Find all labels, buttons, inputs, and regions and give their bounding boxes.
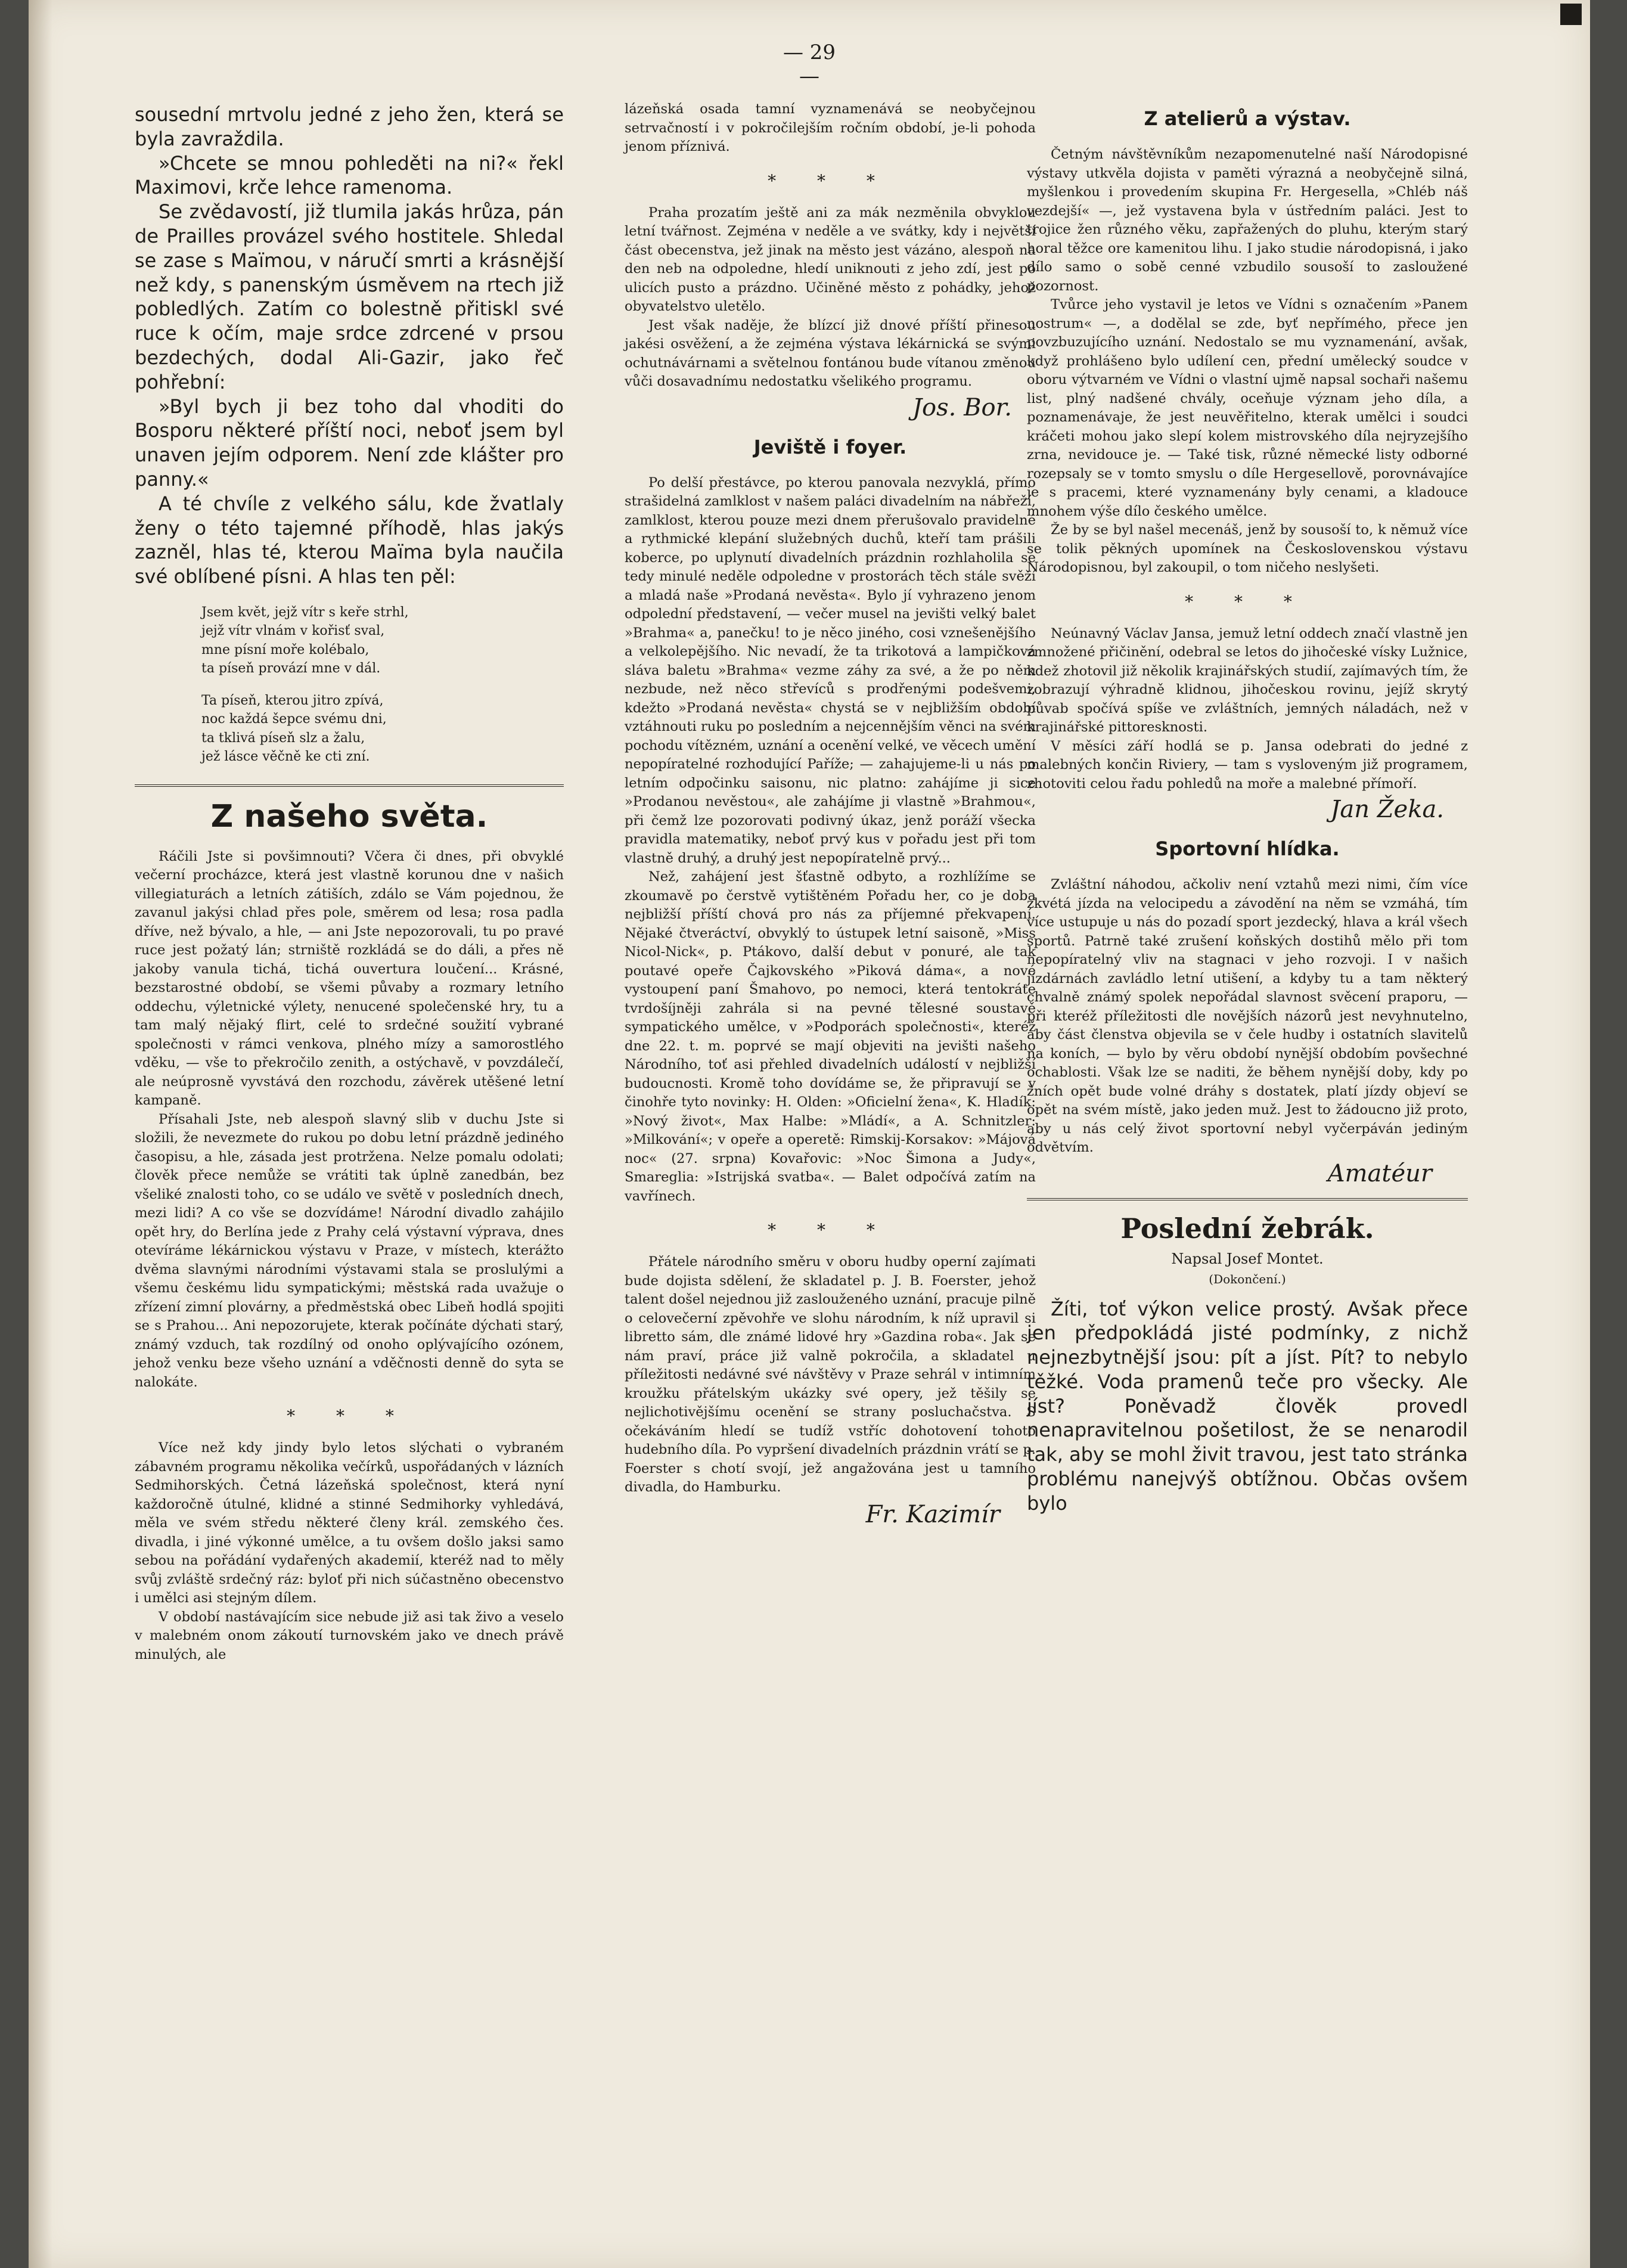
paragraph: V měsíci září hodlá se p. Jansa odebrati do jedné z malebných končin Riviery, — tam s vysloveným již programem, zhotoviti celou řadu pohledů na moře a malebné přímoří. — [1027, 738, 1468, 792]
paragraph: »Byl bych ji bez toho dal vhoditi do Bosporu některé příští noci, neboť jsem byl unaven jejím odporem. Není zde klášter pro panny.« — [135, 395, 564, 491]
signature: Fr. Kazimír — [865, 1500, 1000, 1528]
poem-line: mne písní moře kolébalo, — [201, 642, 370, 657]
signature: Jos. Bor. — [912, 393, 1012, 421]
column-1 — [135, 103, 564, 1664]
paragraph: »Chcete se mnou pohleděti na ni?« řekl Maximovi, krče lehce ramenoma. — [135, 151, 564, 199]
signature: Jan Žeka. — [1330, 796, 1444, 823]
paragraph: Se zvědavostí, již tlumila jakás hrůza, pán de Prailles provázel svého hostitele. Shledal se zase s Maïmou, v náručí smrti a krásnější než kdy, s panenským úsměvem na rtech již pobledlých. Zatím co bolestně přitiskl své ruce k očím, maje srdce zdrcené v prsou bezdechých, dodal Ali-Gazir, jako řeč pohřební: — [135, 200, 564, 393]
story-continuation — [135, 103, 564, 589]
article-body — [1027, 876, 1468, 1158]
article-body — [1027, 625, 1468, 794]
poem-line: noc každá šepce svému dni, — [201, 712, 387, 727]
paragraph: Jest však naděje, že blízcí již dnové příští přinesou jakési osvěžení, a že zejména výstava lékárnická se svými ochutnávárnami a světelnou fontánou bude vítanou změnou vůči dosavadnímu nedostatku všelikého programu. — [625, 317, 1036, 389]
paragraph: Přísahali Jste, neb alespoň slavný slib v duchu Jste si složili, že nevezmete do rukou po dobu letní prázdně jediného časopisu, a hle, zásada jest protržena. Nelze pomalu odolati; člověk přece nemůže se vrátiti tak úplně zanedbán, bez všeliké znalosti toho, co se událo ve světě v posledních dnech, mezi lidi? A co vše se dozvídáme! Národní divadlo zahájilo opět hry, do Berlína jede z Prahy celá výstavní výprava, dnes otevíráme lékárnickou výstavu v Praze, v místech, kterážto dvěma slavnými národními výstavami stala se proslulými a všemu českému lidu sympatickými; městská rada uvažuje o zřízení zimní plovárny, a předměstská obec Libeň hodlá spojiti se s Prahou... Ani nepozorujete, kterak počínáte dýchati starý, známý vzduch, tak rozdílný od onoho oplývajícího ozónem, jehož venku beze všeho uznání a vděčnosti denně do syta se nalokáte. — [135, 1111, 564, 1390]
signature-block — [625, 394, 1012, 421]
paragraph: sousední mrtvolu jedné z jeho žen, která se byla zavraždila. — [135, 103, 564, 150]
section-stars: * * * — [287, 1406, 412, 1426]
article-body — [625, 1253, 1036, 1497]
signature-block — [1027, 1160, 1432, 1187]
signature-block — [1027, 796, 1444, 823]
paragraph: Četným návštěvníkům nezapomenutelné naší Národopisné výstavy utkvěla dojista v paměti výrazná a neobyčejně silná, myšlenkou i provedením skupina Fr. Hergesella, »Chléb náš vezdejší« —, jež vystavena byla v ústředním paláci. Jest to trojice žen různého věku, zapřažených do pluhu, kterým starý horal těžce ore kamenitou lihu. I jako studie národopisná, i jako dílo samo o sobě cenné vzbudilo sousoší to zasloužené pozornost. — [1027, 147, 1468, 294]
poem-line: jež lásce věčně ke cti zní. — [201, 749, 370, 765]
section-heading: Z našeho světa. — [210, 798, 488, 834]
poem-line: Jsem květ, jejž vítr s keře strhl, — [201, 604, 409, 620]
paragraph: Více než kdy jindy bylo letos slýchati o vybraném zábavném programu několika večírků, uspořádaných v lázních Sedmihorských. Četná lázeňská společnost, která nyní každoročně útulné, klidné a stinné Sedmihorky vyhledává, měla ve svém středu některé členy král. zemského čes. divadla, i jiné výkonné umělce, a tu ovšem došlo jaksi samo sebou na pořádání vydařených akademií, kteréž nad to měly svůj zvláště srdečný ráz: byloť při nich súčastněno obecenstvo i umělci asi stejným dílem. — [135, 1440, 564, 1606]
article-body — [135, 848, 564, 1392]
signature-block — [625, 1501, 1000, 1528]
article-body — [625, 204, 1036, 392]
byline: Napsal Josef Montet. — [1171, 1250, 1324, 1267]
signature: Amatéur — [1327, 1159, 1432, 1187]
section-heading: Z atelierů a výstav. — [1144, 107, 1351, 130]
page-number: — 29 — — [783, 41, 836, 88]
paragraph: Neúnavný Václav Jansa, jemuž letní oddech značí vlastně jen zmnožené přičinění, odebral se letos do jihočeské vísky Lužnice, kdež zhotovil již několik krajinářských studií, zajímavých tím, že zobrazují výhradně klidnou, jihočeskou rovinu, jejíž skrytý půvab spočívá spíše ve zvláštních, jemných náladách, než v krajinářské pittoresknosti. — [1027, 625, 1468, 735]
binding-shadow — [29, 0, 52, 2268]
column-3 — [1027, 107, 1468, 1516]
section-stars: * * * — [768, 170, 893, 191]
paragraph: Že by se byl našel mecenáš, jenž by sousoší to, k němuž více se tolik pěkných upomínek na Československou výstavu Národopisnou, byl zakoupil, o tom ničeho neslyšeti. — [1027, 522, 1468, 575]
story-title: Poslední žebrák. — [1120, 1212, 1374, 1245]
paragraph: Přátele národního směru v oboru hudby operní zajímati bude dojista sdělení, že skladatel p. J. B. Foerster, jehož talent došel nejednou již zaslouženého uznání, pracuje pilně o celovečerní zpěvohře ve slohu národním, k níž upravil si libretto sám, dle známé lidové hry »Gazdina roba«. Jak se nám praví, práce již valně pokročila, a skladatel u příležitosti nedávné své návštěvy v Praze sehrál v intimním kroužku přátelským ukázky své opery, jež těšily se nejlichotivějšímu ocenění se strany posluchačstva. S očekáváním hledí se tudíž vstříc dohotovení tohoto hudebního díla. Po vypršení divadelních prázdnin vrátí se p. Foerster s chotí svojí, jež angažována jest u tamního divadla, do Hamburku. — [625, 1254, 1036, 1495]
paragraph: Ráčili Jste si povšimnouti? Včera či dnes, při obvyklé večerní procházce, která jest vlastně korunou dne v našich villegiaturách a letních zátiších, zdálo se Vám pojednou, že zavanul jakýsi chlad přes pole, směrem od lesa; rosa padla dříve, než bývalo, a hle, — ani Jste nepozorovali, tu po pravé ruce jest požatý lán; strniště rozkládá se do dáli, a přes ně jakoby vanula tichá, tichá ouvertura loučení... Krásné, bezstarostné období, se všemi půvaby a rozmary letního oddechu, výletnické výlety, nenucené společenské hry, tu a tam malý nějaký flirt, celé to srdečné soužití vybrané společnosti v rámci venkova, plného mízy a samorostlého vděku, — vše to překročilo zenith, a ostýchavě, v povzdálečí, ale neúprosně vyvstává den rozchodu, závěrek utěšené letní kampaně. — [135, 848, 564, 1109]
paragraph: Tvůrce jeho vystavil je letos ve Vídni s označením »Panem nostrum« —, a dodělal se zde, byť nepřímého, přece jen povzbuzujícího uznání. Nedostalo se mu vyznamenání, avšak, když prohlášeno bylo udílení cen, přední umělecký soudce v oboru výtvarném ve Vídni o vlastní ujmě napsal sochaři našemu list, plný nadšené chvály, oceňuje význam jeho díla, a poznamenávaje, že jest neuvěřitelno, kterak umělci i soudci kráčeti mohou jako slepí kolem mistrovského díla nejryzejšího zrna, nevidouce je. — Také tisk, různé německé listy odborné rozepsaly se v tomto smyslu o díle Hergesellově, porovnávajíce je s pracemi, které vyznamenány byly cenami, a kladouce mnohem výše dílo českého umělce. — [1027, 297, 1468, 519]
paragraph: Po delší přestávce, po kterou panovala nezvyklá, přímo strašidelná zamlklost v našem paláci divadelním na nábřeží, zamlklost, kterou pouze mezi dnem přerušovalo pravidelné a rythmické klepání služebných duchů, kteří tam prášili koberce, po uplynutí divadelních prázdnin rozhlaholila se tedy minulé neděle odpoledne v prostorách těch stále svěží a mladá naše »Prodaná nevěsta«. Bylo jí vyhrazeno jenom odpolední představení, — večer musel na jevišti velký balet »Brahma« a, panečku! to je něco jiného, cosi vznešenějšího a velkolepějšího. Nic nevadí, že ta trikotová a lampičková sláva baletu »Brahma« vezme záhy za své, a že po něm nezbude, než něco střevíců s prodřenými podešvemi, kdežto »Prodaná nevěsta« chystá se v nejbližším období vztáhnouti ruku po posledním a nejcennějším věnci na svém pochodu vítězném, uznání a ocenění velké, ve věcech umění nepopíratelné rozhodující Paříže; — zahajujeme-li u nás po letním odpočinku saisonu, nic platno: zahájíme ji sice »Prodanou nevěstou«, ale zahájíme ji vlastně »Brahmou«, při čemž lze pozorovati podivný úkaz, jenž poráží všecka pravidla matematiky, neboť prvý kus v pořadu jest při tom vlastně druhý, a druhý jest nepopíratelně prvý... — [625, 474, 1036, 866]
section-stars: * * * — [1185, 591, 1310, 612]
poem-line: Ta píseň, kterou jitro zpívá, — [201, 693, 384, 708]
column-2 — [625, 100, 1036, 1528]
section-divider — [1027, 1198, 1468, 1200]
poem-line: ta tklivá píseň slz a žalu, — [201, 730, 365, 746]
article-body — [625, 100, 1036, 157]
newspaper-page — [29, 0, 1590, 2268]
article-body — [625, 474, 1036, 1206]
paragraph: Než, zahájení jest šťastně odbyto, a rozhlížíme se zkoumavě po čerstvě vytištěném Pořadu her, co je doba nejbližší příští chová pro nás za příjemné překvapení. Nějaké čtveráctví, obvyklý to ústupek letní saisoně, »Miss Nicol-Nick«, p. Ptákovo, další debut v ponuré, ale tak poutavé opeře Čajkovského »Piková dáma«, a nové vystoupení paní Šmahovo, po nemoci, která tentokráte tvrdošíjněji zahrála si na pevné tělesné soustavě sympatického umělce, v »Podporách společnosti«, kteréž dne 22. t. m. poprvé se mají objeviti na jevišti našeho Národního, toť asi přehled divadelních událostí v nejbližší budoucnosti. Kromě toho dovídáme se, že připravují se v činohře tyto novinky: H. Olden: »Oficielní žena«, K. Hladík: »Nový život«, Max Halbe: »Mládí«, a A. Schnitzler: »Milkování«; v opeře a operetě: Rimskij-Korsakov: »Májová noc« (27. srpna) Kovařovic: »Noc Šimona a Judy«, Smareglia: »Istrijská svatba«. — Balet odpočívá zatím na vavřínech. — [625, 869, 1036, 1204]
paragraph: V období nastávajícím sice nebude již asi tak živo a veselo v malebném onom zákoutí turnovském jako ve dnech právě minulých, ale — [135, 1609, 564, 1662]
poem-stanza-2 — [201, 691, 564, 767]
article-body — [1027, 145, 1468, 578]
corner-mark — [1560, 4, 1582, 25]
paragraph: Zvláštní náhodou, ačkoliv není vztahů mezi nimi, čím více zkvétá jízda na velocipedu a závodění na něm se vzmáhá, tím více ustupuje u nás do pozadí sport jezdecký, hlava a král všech sportů. Patrně také zrušení koňských dostihů mělo při tom nepopíratelný vliv na stagnaci v jeho rozvoji. I v našich jízdárnách zavládlo letní utišení, a kdyby tu a tam některý chvalně známý spolek nepořádal slavnost svěcení praporu, — při kteréž příležitosti dle novějších názorů jest nevyhnutelno, aby část členstva objevila se v čele hudby i ostatních slavitelů na koních, — bylo by věru období nynější obdobím povšechné ochablosti. Však lze se naditi, že během nynější doby, kdy po žních opět bude volné dráhy s dostatek, platí jízdy objeví se opět na svém místě, jako jeden muž. Jest to žádoucno již proto, aby u nás celý život sportovní nebyl vyčerpáván jediným odvětvím. — [1027, 877, 1468, 1155]
section-divider — [135, 784, 564, 787]
section-heading: Jeviště i foyer. — [753, 435, 907, 458]
article-body — [135, 1439, 564, 1664]
poem-line: jejž vítr vlnám v kořisť sval, — [201, 623, 385, 639]
paragraph: Žíti, toť výkon velice prostý. Avšak přece jen předpokládá jisté podmínky, z nichž nejnezbytnější jsou: pít a jíst. Pít? to nebylo těžké. Voda pramenů teče pro všecky. Ale jíst? Poněvadž člověk provedl nenapravitelnou pošetilost, že se nenarodil tak, aby se mohl živit travou, jest tato stránka problému nanejvýš obtížnou. Občas ovšem bylo — [1027, 1297, 1468, 1515]
poem-line: ta píseň provází mne v dál. — [201, 661, 381, 677]
paragraph: Praha prozatím ještě ani za mák nezměnila obvyklou letní tvářnost. Zejména v neděle a ve svátky, kdy i největší část obecenstva, jež jinak na město jest vázáno, alespoň na den neb na odpoledne, hledí uniknouti z jeho zdí, jest po ulicích pusto a prázdno. Učiněné město z pohádky, jehož obyvatelstvo uletělo. — [625, 204, 1036, 314]
story-body — [1027, 1297, 1468, 1516]
paragraph: lázeňská osada tamní vyznamenává se neobyčejnou setrvačností i v pokročilejším ročním období, je-li pohoda jenom příznivá. — [625, 101, 1036, 154]
poem-stanza-1 — [201, 603, 564, 678]
continuation-note: (Dokončení.) — [1209, 1271, 1286, 1286]
section-stars: * * * — [768, 1220, 893, 1240]
paragraph: A té chvíle z velkého sálu, kde žvatlaly ženy o této tajemné příhodě, hlas jakýs zazněl, hlas té, kterou Maïma byla naučila své oblíbené písni. A hlas ten pěl: — [135, 492, 564, 588]
section-heading: Sportovní hlídka. — [1155, 837, 1340, 860]
